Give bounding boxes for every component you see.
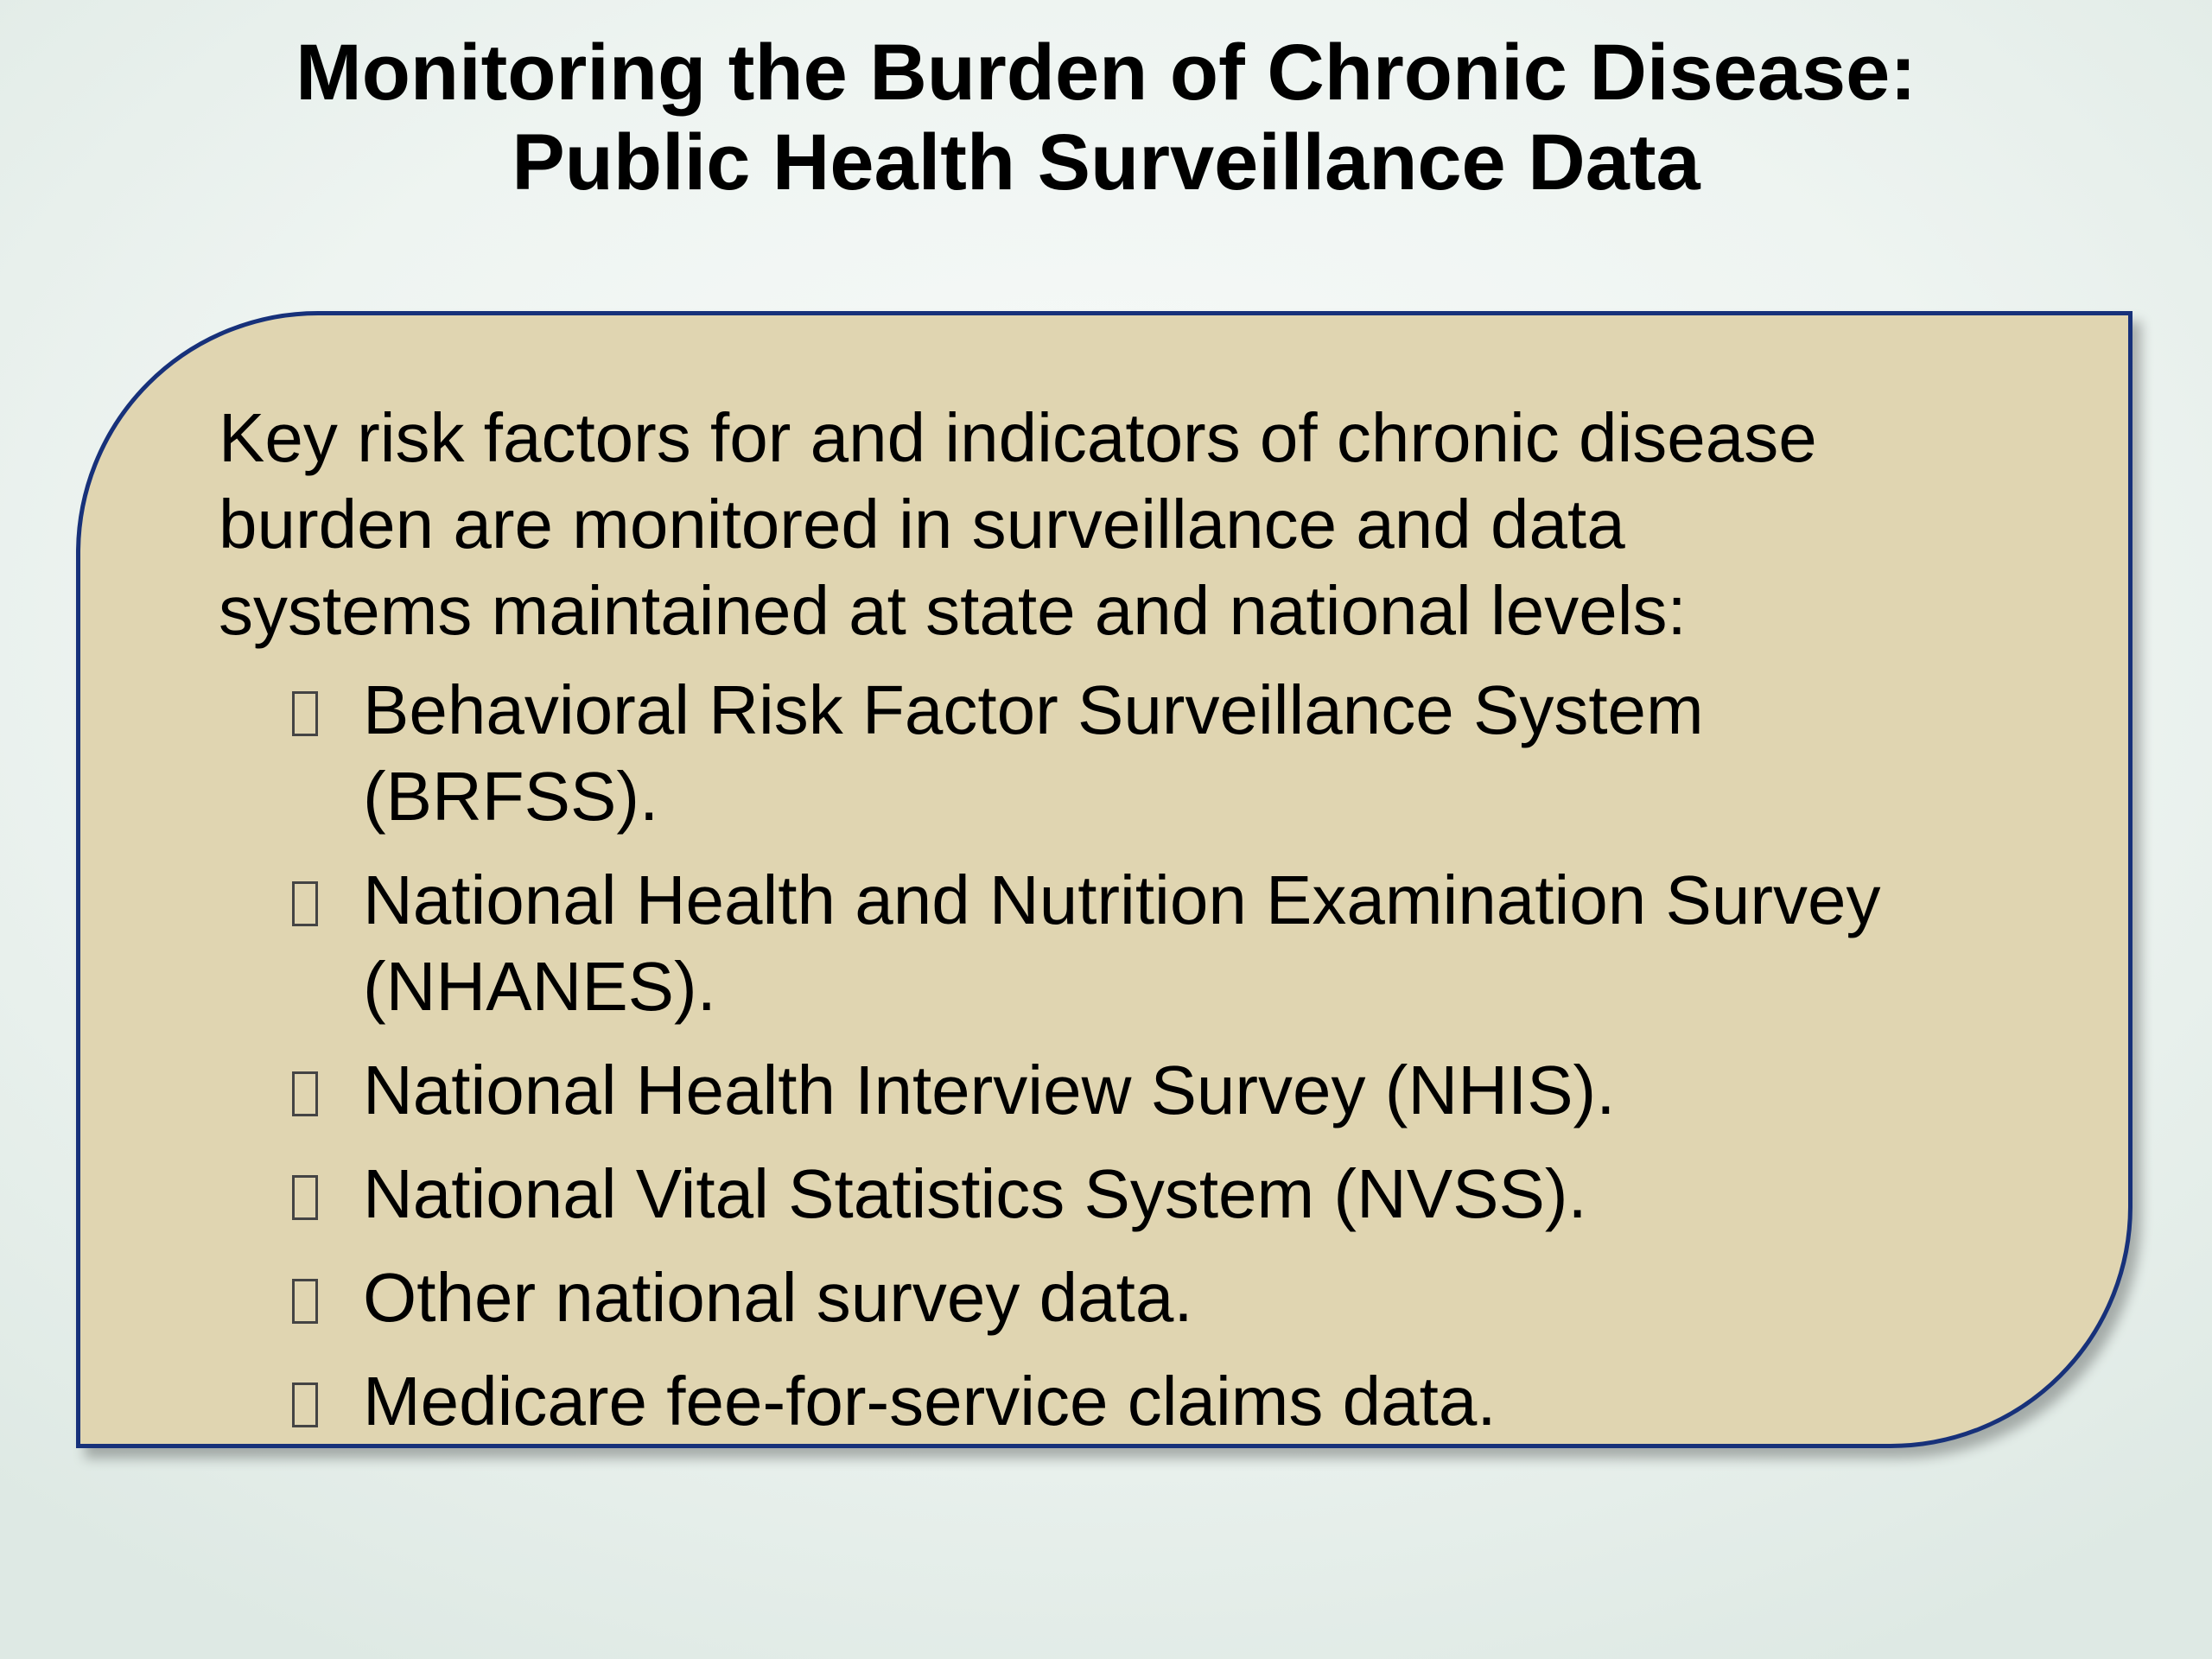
bullet-line: Medicare fee-for-service claims data.	[363, 1363, 1497, 1440]
bullet-item-nhis	[292, 1047, 2072, 1134]
bullet-list	[292, 667, 2072, 1462]
square-bullet-icon	[292, 1382, 318, 1427]
intro-paragraph	[219, 395, 2016, 654]
intro-line-3: systems maintained at state and national levels:	[219, 572, 1687, 649]
bullet-item-nhanes	[292, 857, 2072, 1030]
bullet-line: Other national survey data.	[363, 1259, 1193, 1336]
bullet-item-nvss	[292, 1151, 2072, 1237]
slide-title-line-2: Public Health Surveillance Data	[512, 118, 1700, 207]
bullet-text	[363, 1255, 1193, 1341]
square-bullet-icon	[292, 1279, 318, 1324]
bullet-item-brfss	[292, 667, 2072, 840]
bullet-line: (NHANES).	[363, 948, 716, 1025]
bullet-item-medicare	[292, 1358, 2072, 1445]
bullet-line: (BRFSS).	[363, 758, 659, 835]
square-bullet-icon	[292, 1175, 318, 1220]
intro-line-1: Key risk factors for and indicators of chronic disease	[219, 399, 1817, 476]
square-bullet-icon	[292, 881, 318, 926]
square-bullet-icon	[292, 1071, 318, 1116]
square-bullet-icon	[292, 691, 318, 736]
slide-title	[0, 28, 2212, 207]
bullet-line: Behavioral Risk Factor Surveillance System	[363, 671, 1704, 748]
slide-title-line-1: Monitoring the Burden of Chronic Disease:	[296, 29, 1916, 117]
intro-line-2: burden are monitored in surveillance and data	[219, 486, 1625, 563]
bullet-line: National Health and Nutrition Examination Survey	[363, 861, 1881, 938]
bullet-text	[363, 1151, 1587, 1237]
bullet-text	[363, 857, 1880, 1030]
bullet-line: National Vital Statistics System (NVSS).	[363, 1155, 1587, 1232]
bullet-line: National Health Interview Survey (NHIS).	[363, 1052, 1616, 1128]
bullet-text	[363, 667, 1704, 840]
content-box	[76, 311, 2133, 1448]
bullet-item-other-survey	[292, 1255, 2072, 1341]
bullet-text	[363, 1047, 1615, 1134]
bullet-text	[363, 1358, 1497, 1445]
